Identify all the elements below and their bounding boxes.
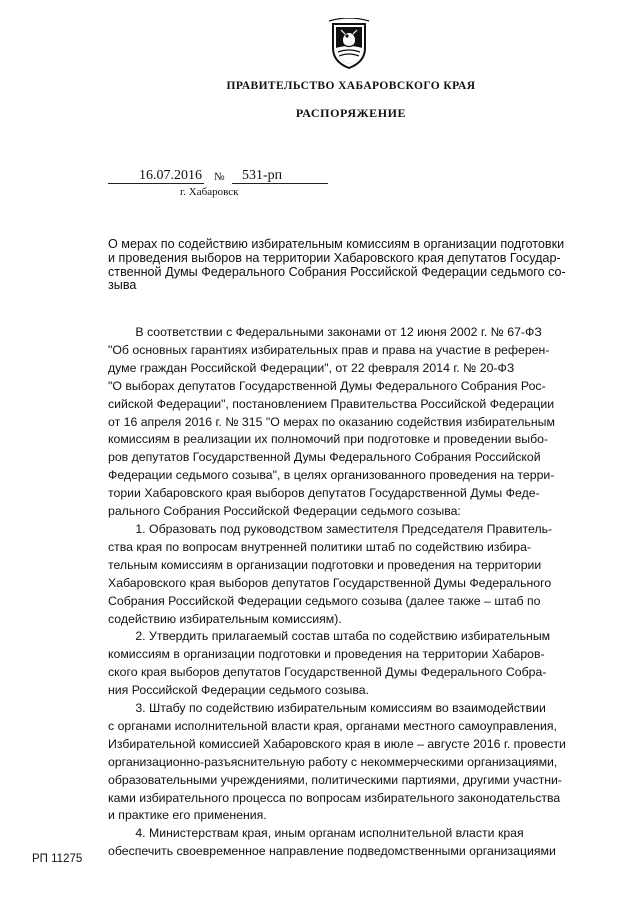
coat-of-arms-emblem — [327, 18, 371, 70]
body-line: 2. Утвердить прилагаемый состав штаба по содействию избирательным — [108, 629, 551, 644]
body-line: организационно-разъяснительную работу с некоммерческими организациями, — [108, 754, 558, 769]
body-line: от 16 апреля 2016 г. № 315 "О мерах по оказанию содействия избирательным — [108, 414, 555, 429]
body-line: думе граждан Российской Федерации", от 22 февраля 2014 г. № 20-ФЗ — [108, 360, 515, 375]
body-line: комиссиям в организации подготовки и проведения на территории Хабаров- — [108, 647, 545, 662]
heading-line: ственной Думы Федерального Собрания Российской Федерации седьмого со- — [108, 264, 566, 279]
body-line: "Об основных гарантиях избирательных прав и права на участие в референ- — [108, 342, 550, 357]
heading-line: О мерах по содействию избирательным комиссиям в организации подготовки — [108, 237, 565, 251]
footer-code: РП 11275 — [32, 853, 83, 865]
body-line: сийской Федерации", постановлением Правительства Российской Федерации — [108, 396, 555, 411]
body-line: образовательными учреждениями, политическими партиями, другими участни- — [108, 772, 562, 787]
body-line: содействию избирательным комиссиям). — [108, 611, 342, 626]
body-line: 4. Министерствам края, иным органам исполнительной власти края — [108, 826, 524, 841]
number-sign: № — [214, 171, 225, 183]
body-line: ров депутатов Государственной Думы Федерального Собрания Российской — [108, 450, 541, 465]
body-line: комиссиям в реализации их полномочий при подготовке и проведении выбо- — [108, 432, 549, 447]
document-heading — [108, 238, 612, 293]
document-city: г. Хабаровск — [180, 186, 239, 198]
body-line: "О выборах депутатов Государственной Думы Федерального Собрания Рос- — [108, 378, 546, 393]
body-line: 1. Образовать под руководством заместителя Председателя Правитель- — [108, 521, 553, 536]
body-line: тории Хабаровского края выборов депутатов Государственной Думы Феде- — [108, 486, 540, 501]
body-line: В соответствии с Федеральными законами от 12 июня 2002 г. № 67-ФЗ — [108, 325, 542, 339]
heading-line: и проведения выборов на территории Хабаровского края депутатов Государ- — [108, 250, 561, 265]
body-line: Федерации седьмого созыва", в целях организованного проведения на терри- — [108, 468, 555, 483]
body-line: ками избирательного процесса по вопросам избирательного законодательства — [108, 790, 561, 805]
body-line: с органами исполнительной власти края, органами местного самоуправления, — [108, 718, 557, 733]
body-line: обеспечить своевременное направление подведомственными организациями — [108, 844, 556, 859]
document-type: РАСПОРЯЖЕНИЕ — [295, 106, 407, 120]
body-line: ского края выборов депутатов Государственной Думы Федерального Собра- — [108, 665, 547, 680]
body-line: Собрания Российской Федерации седьмого созыва (далее также – штаб по — [108, 593, 541, 608]
body-line: 3. Штабу по содействию избирательным комиссиям во взаимодействии — [108, 701, 546, 716]
body-line: рального Собрания Российской Федерации седьмого созыва: — [108, 504, 461, 519]
body-line: Избирательной комиссией Хабаровского края в июле – августе 2016 г. провести — [108, 736, 566, 751]
document-number: 531-рп — [232, 168, 328, 184]
document-body — [108, 324, 612, 861]
body-line: тельным комиссиям в организации подготовки и проведения на территории — [108, 557, 542, 572]
document-date: 16.07.2016 — [108, 168, 204, 184]
body-line: и практике его применения. — [108, 808, 267, 823]
heading-line: зыва — [108, 278, 137, 293]
body-line: Хабаровского края выборов депутатов Государственной Думы Федерального — [108, 575, 552, 590]
body-line: ния Российской Федерации седьмого созыва. — [108, 683, 370, 698]
body-line: ства края по вопросам внутренней политики штаб по содействию избира- — [108, 539, 532, 554]
government-title: ПРАВИТЕЛЬСТВО ХАБАРОВСКОГО КРАЯ — [226, 80, 476, 92]
